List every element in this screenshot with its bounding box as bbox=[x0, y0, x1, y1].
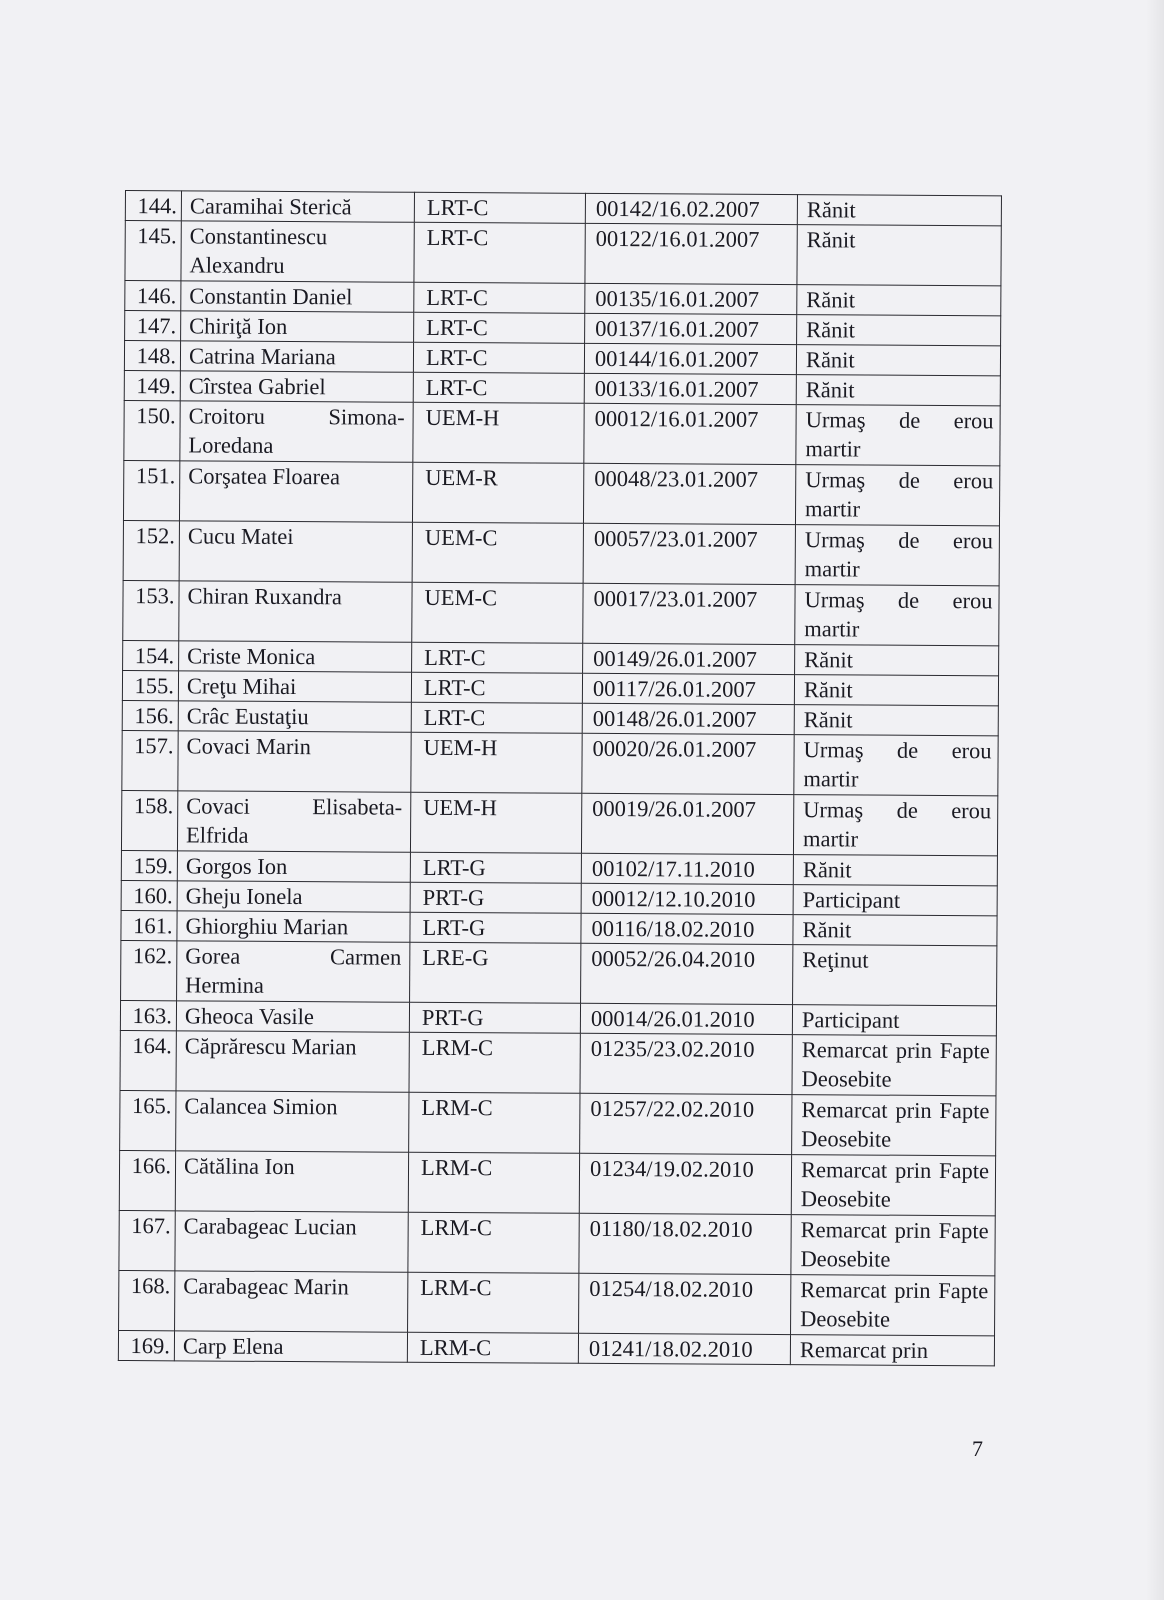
person-name-cell: Chiran Ruxandra bbox=[179, 581, 412, 642]
table-row bbox=[121, 910, 997, 945]
records-table bbox=[118, 190, 1002, 1366]
row-number-cell: 157. bbox=[122, 730, 178, 790]
row-number-cell: 152. bbox=[123, 520, 179, 580]
category-code-cell: PRT-G bbox=[410, 882, 581, 913]
row-number-cell: 168. bbox=[119, 1270, 175, 1330]
table-row bbox=[122, 670, 998, 705]
row-number-cell: 150. bbox=[124, 400, 180, 460]
table-row bbox=[122, 700, 998, 735]
status-cell: Participant bbox=[793, 885, 997, 916]
table-row bbox=[123, 460, 999, 525]
person-name-cell: Carabageac Lucian bbox=[175, 1211, 408, 1272]
table-row bbox=[124, 400, 1000, 465]
document-number-cell: 00048/23.01.2007 bbox=[583, 463, 795, 524]
status-cell: Rănit bbox=[797, 225, 1001, 286]
row-number-cell: 151. bbox=[123, 460, 179, 520]
status-cell: Remarcat prin Fapte Deosebite bbox=[791, 1275, 995, 1336]
table-row bbox=[125, 311, 1001, 346]
row-number-cell: 144. bbox=[125, 191, 181, 221]
category-code-cell: LRM-C bbox=[407, 1332, 578, 1363]
table-row bbox=[120, 1030, 996, 1095]
person-name-cell: Ghiorghiu Marian bbox=[177, 911, 410, 942]
status-cell: Rănit bbox=[797, 285, 1001, 316]
status-cell: Remarcat prin Fapte Deosebite bbox=[791, 1155, 995, 1216]
document-number-cell: 01254/18.02.2010 bbox=[579, 1273, 791, 1334]
row-number-cell: 149. bbox=[124, 370, 180, 400]
row-number-cell: 148. bbox=[124, 341, 180, 371]
status-cell: Remarcat prin Fapte Deosebite bbox=[792, 1095, 996, 1156]
person-name-cell: Gheju Ionela bbox=[177, 881, 410, 912]
document-number-cell: 00135/16.01.2007 bbox=[585, 283, 797, 314]
category-code-cell: LRM-C bbox=[408, 1212, 579, 1273]
status-cell: Urmaş de erou martir bbox=[795, 465, 999, 526]
status-cell: Remarcat prin bbox=[790, 1335, 994, 1366]
status-cell: Urmaş de erou martir bbox=[793, 795, 997, 856]
status-cell: Reţinut bbox=[793, 945, 997, 1006]
category-code-cell: LRT-C bbox=[411, 672, 582, 703]
row-number-cell: 166. bbox=[119, 1150, 175, 1210]
person-name-cell: Carp Elena bbox=[174, 1331, 407, 1362]
person-name-cell: Crâc Eustaţiu bbox=[178, 701, 411, 732]
table-row bbox=[125, 281, 1001, 316]
document-number-cell: 00012/12.10.2010 bbox=[581, 883, 793, 914]
category-code-cell: UEM-H bbox=[411, 732, 582, 793]
person-name-cell: Corşatea Floarea bbox=[179, 461, 412, 522]
person-name-cell: Constantinescu Alexandru bbox=[181, 221, 414, 282]
category-code-cell: LRT-C bbox=[413, 372, 584, 403]
table-row bbox=[125, 221, 1001, 286]
category-code-cell: UEM-H bbox=[410, 792, 581, 853]
row-number-cell: 169. bbox=[118, 1330, 174, 1360]
document-number-cell: 00122/16.01.2007 bbox=[585, 223, 797, 284]
document-number-cell: 00148/26.01.2007 bbox=[582, 703, 794, 734]
status-cell: Rănit bbox=[797, 315, 1001, 346]
document-number-cell: 00057/23.01.2007 bbox=[583, 523, 795, 584]
row-number-cell: 146. bbox=[125, 281, 181, 311]
document-number-cell: 00052/26.04.2010 bbox=[581, 943, 793, 1004]
row-number-cell: 158. bbox=[121, 790, 177, 850]
row-number-cell: 159. bbox=[121, 850, 177, 880]
table-row bbox=[119, 1270, 995, 1335]
person-name-cell: Căprărescu Marian bbox=[176, 1031, 409, 1092]
row-number-cell: 162. bbox=[121, 940, 177, 1000]
row-number-cell: 145. bbox=[125, 221, 181, 281]
category-code-cell: LRT-C bbox=[412, 642, 583, 673]
person-name-cell: Caramihai Sterică bbox=[181, 191, 414, 222]
table-row bbox=[123, 520, 999, 585]
document-number-cell: 00142/16.02.2007 bbox=[585, 193, 797, 224]
table-row bbox=[124, 341, 1000, 376]
document-number-cell: 01241/18.02.2010 bbox=[578, 1333, 790, 1364]
table-row bbox=[121, 940, 997, 1005]
document-number-cell: 01234/19.02.2010 bbox=[579, 1153, 791, 1214]
table-row bbox=[125, 191, 1001, 226]
table-row bbox=[121, 850, 997, 885]
category-code-cell: UEM-R bbox=[412, 462, 583, 523]
status-cell: Rănit bbox=[793, 855, 997, 886]
row-number-cell: 156. bbox=[122, 700, 178, 730]
person-name-cell: Creţu Mihai bbox=[178, 671, 411, 702]
document-number-cell: 00144/16.01.2007 bbox=[584, 343, 796, 374]
row-number-cell: 163. bbox=[120, 1000, 176, 1030]
page-number: 7 bbox=[972, 1436, 983, 1461]
category-code-cell: LRT-G bbox=[410, 852, 581, 883]
category-code-cell: LRM-C bbox=[408, 1272, 579, 1333]
table-row bbox=[120, 1000, 996, 1035]
row-number-cell: 165. bbox=[120, 1090, 176, 1150]
table-row bbox=[118, 1330, 994, 1365]
category-code-cell: LRT-C bbox=[411, 702, 582, 733]
table-row bbox=[123, 580, 999, 645]
person-name-cell: Criste Monica bbox=[179, 641, 412, 672]
records-table-body bbox=[118, 191, 1001, 1366]
document-number-cell: 00117/26.01.2007 bbox=[582, 673, 794, 704]
document-number-cell: 00102/17.11.2010 bbox=[581, 853, 793, 884]
row-number-cell: 154. bbox=[123, 640, 179, 670]
category-code-cell: LRM-C bbox=[408, 1152, 579, 1213]
scan-edge-shadow bbox=[1146, 0, 1164, 1600]
person-name-cell: Constantin Daniel bbox=[181, 281, 414, 312]
category-code-cell: UEM-C bbox=[412, 522, 583, 583]
category-code-cell: LRT-C bbox=[414, 222, 585, 283]
row-number-cell: 153. bbox=[123, 580, 179, 640]
document-number-cell: 01180/18.02.2010 bbox=[579, 1213, 791, 1274]
person-name-cell: Covaci Marin bbox=[178, 731, 411, 792]
status-cell: Rănit bbox=[796, 345, 1000, 376]
table-row bbox=[124, 370, 1000, 405]
person-name-cell: Covaci Elisabeta-Elfrida bbox=[177, 791, 410, 852]
category-code-cell: UEM-H bbox=[413, 402, 584, 463]
table-row bbox=[121, 790, 997, 855]
status-cell: Rănit bbox=[796, 375, 1000, 406]
category-code-cell: LRT-C bbox=[414, 192, 585, 223]
person-name-cell: Croitoru Simona-Loredana bbox=[180, 401, 413, 462]
document-number-cell: 00137/16.01.2007 bbox=[585, 313, 797, 344]
person-name-cell: Cîrstea Gabriel bbox=[180, 371, 413, 402]
category-code-cell: PRT-G bbox=[409, 1002, 580, 1033]
row-number-cell: 167. bbox=[119, 1210, 175, 1270]
category-code-cell: LRT-C bbox=[413, 342, 584, 373]
table-row bbox=[123, 640, 999, 675]
person-name-cell: Chiriţă Ion bbox=[181, 311, 414, 342]
category-code-cell: LRT-C bbox=[414, 312, 585, 343]
status-cell: Rănit bbox=[793, 915, 997, 946]
status-cell: Urmaş de erou martir bbox=[795, 585, 999, 646]
category-code-cell: LRM-C bbox=[409, 1092, 580, 1153]
row-number-cell: 147. bbox=[125, 311, 181, 341]
status-cell: Rănit bbox=[794, 675, 998, 706]
category-code-cell: LRM-C bbox=[409, 1032, 580, 1093]
category-code-cell: LRT-G bbox=[410, 912, 581, 943]
person-name-cell: Cucu Matei bbox=[179, 521, 412, 582]
document-number-cell: 01257/22.02.2010 bbox=[580, 1093, 792, 1154]
status-cell: Rănit bbox=[795, 645, 999, 676]
category-code-cell: LRE-G bbox=[410, 942, 581, 1003]
person-name-cell: Calancea Simion bbox=[176, 1091, 409, 1152]
document-number-cell: 01235/23.02.2010 bbox=[580, 1033, 792, 1094]
table-row bbox=[122, 730, 998, 795]
person-name-cell: Gorgos Ion bbox=[177, 851, 410, 882]
status-cell: Participant bbox=[792, 1005, 996, 1036]
document-number-cell: 00019/26.01.2007 bbox=[581, 793, 793, 854]
status-cell: Urmaş de erou martir bbox=[795, 525, 999, 586]
person-name-cell: Cătălina Ion bbox=[175, 1151, 408, 1212]
table-row bbox=[119, 1150, 995, 1215]
row-number-cell: 155. bbox=[122, 670, 178, 700]
person-name-cell: Gorea Carmen Hermina bbox=[177, 941, 410, 1002]
category-code-cell: LRT-C bbox=[414, 282, 585, 313]
document-number-cell: 00012/16.01.2007 bbox=[584, 403, 796, 464]
row-number-cell: 160. bbox=[121, 880, 177, 910]
table-row bbox=[119, 1210, 995, 1275]
document-number-cell: 00116/18.02.2010 bbox=[581, 913, 793, 944]
table-row bbox=[120, 1090, 996, 1155]
row-number-cell: 164. bbox=[120, 1030, 176, 1090]
document-number-cell: 00149/26.01.2007 bbox=[583, 643, 795, 674]
person-name-cell: Carabageac Marin bbox=[175, 1271, 408, 1332]
status-cell: Remarcat prin Fapte Deosebite bbox=[792, 1035, 996, 1096]
document-number-cell: 00133/16.01.2007 bbox=[584, 373, 796, 404]
document-number-cell: 00017/23.01.2007 bbox=[583, 583, 795, 644]
category-code-cell: UEM-C bbox=[412, 582, 583, 643]
status-cell: Urmaş de erou martir bbox=[796, 405, 1000, 466]
status-cell: Remarcat prin Fapte Deosebite bbox=[791, 1215, 995, 1276]
person-name-cell: Gheoca Vasile bbox=[176, 1001, 409, 1032]
document-number-cell: 00020/26.01.2007 bbox=[582, 733, 794, 794]
status-cell: Urmaş de erou martir bbox=[794, 735, 998, 796]
person-name-cell: Catrina Mariana bbox=[180, 341, 413, 372]
document-number-cell: 00014/26.01.2010 bbox=[580, 1003, 792, 1034]
table-row bbox=[121, 880, 997, 915]
status-cell: Rănit bbox=[794, 705, 998, 736]
row-number-cell: 161. bbox=[121, 910, 177, 940]
status-cell: Rănit bbox=[797, 195, 1001, 226]
